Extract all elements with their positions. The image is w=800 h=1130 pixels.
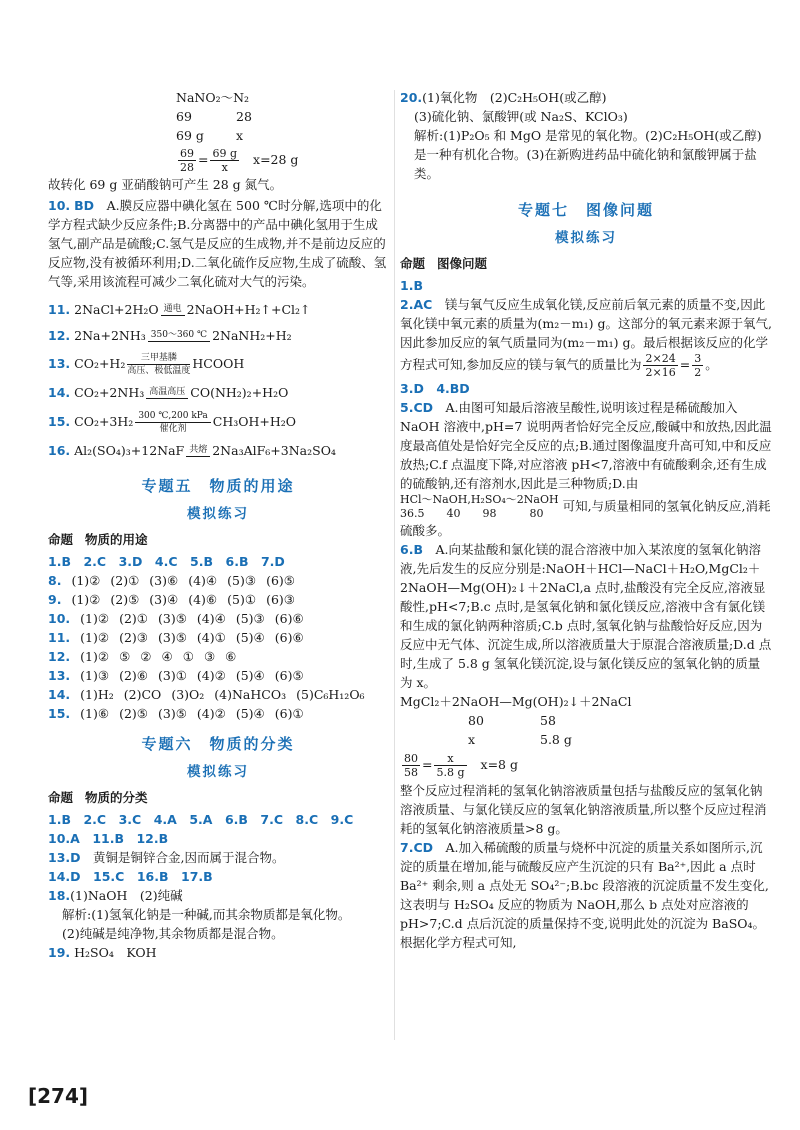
answer-12: 12. 2Na+2NH₃ 350～360 ℃ 2NaNH₂+H₂ [48,328,292,343]
answers-row: 14.D 15.C 16.B 17.B [48,869,213,884]
column-divider [394,90,395,1040]
section-title-6: 专题六 物质的分类 [141,735,295,753]
calc-conclusion: 故转化 69 g 亚硝酸钠可产生 28 g 氮气。 [48,177,283,192]
answers-row-10: 10. (1)② (2)① (3)⑤ (4)④ (5)③ (6)⑥ [48,611,304,626]
topic-5: 命题 物质的用途 [48,532,148,547]
fraction: $\frac{69}{28}$ [180,147,194,174]
answers-row: 1.B [400,278,423,293]
answers-row: 1.B 2.C 3.C 4.A 5.A 6.B 7.C 8.C 9.C [48,812,354,827]
answers-row-9: 9. (1)② (2)⑤ (3)④ (4)⑥ (5)① (6)③ [48,592,295,607]
section-subtitle-6: 模拟练习 [187,764,249,780]
calc-equation: NaNO₂～N₂ [176,90,250,105]
answers-row-14: 14. (1)H₂ (2)CO (3)O₂ (4)NaHCO₃ (5)C₆H₁₂O₆ [48,687,365,702]
answer-18-analysis: 解析:(1)氢氧化钠是一种碱,而其余物质都是氧化物。 [62,907,351,922]
answer-13: 13. CO₂+H₂ 三甲基膦 高压、极低温度 HCOOH [48,353,245,376]
fraction: $\frac{69 g}{x}$ [212,147,238,174]
mass-ratio: HCl～NaOH,H₂SO₄～2NaOH 36.5 40 98 80 [400,493,559,520]
answer-2: 2.AC 镁与氧气反应生成氧化镁,反应前后氧元素的质量不变,因此氧化镁中氧元素的质量为(m₂－m₁) g。这部分的氧元素来源于氧气,因此参加反应的氧气质量同为(m₂－m₁) g。最后根据该反应的化学方程式可知,参加反应的镁与氧气的质量比为 $\frac{2\times 24}{2\times 16}$ = $\frac{3}{2}$ 。 [400,297,772,379]
answers-row: 10.A 11.B 12.B [48,831,169,846]
answers-row: 3.D 4.BD [400,381,470,396]
calc-equation: MgCl₂＋2NaOH—Mg(OH)₂↓＋2NaCl [400,694,632,709]
fraction: $\frac{2\times 24}{2\times 16}$ [645,352,676,379]
answers-row-8: 8. (1)② (2)① (3)⑥ (4)④ (5)③ (6)⑤ [48,573,295,588]
answer-5: 5.CD A.由图可知最后溶液呈酸性,说明该过程是稀硫酸加入 NaOH 溶液中,pH=7 说明两者恰好完全反应,酸碱中和放热,因此温度最高值处是恰好完全反应的点;B.通过图像温度升高可知,中和反应放热;C.f 点温度下降,对应溶液 pH<7,溶液中有硫酸剩余,还有生成的硫酸钠,还有溶剂水,因此是三种物质;D.由 HCl～NaOH,H₂SO₄～2NaOH 36.5 40 98 80 可知,与质量相同的氢氧化钠反应,消耗硫酸多。 [400,400,772,538]
answer-18: 18.(1)NaOH (2)纯碱 [48,888,183,903]
calc-row: x 5.8 g [468,732,572,747]
section-subtitle-7: 模拟练习 [555,230,617,246]
answer-14: 14. CO₂+2NH₃ 高温高压 CO(NH₂)₂+H₂O [48,385,289,400]
left-column [48,88,388,962]
answers-row-13: 13. (1)③ (2)⑥ (3)① (4)② (5)④ (6)⑤ [48,668,304,683]
section-title-5: 专题五 物质的用途 [141,477,295,495]
answer-6-conclusion: 整个反应过程消耗的氢氧化钠溶液质量包括与盐酸反应的氢氧化钠溶液质量、与氯化镁反应的氢氧化钠溶液质量,所以整个反应过程消耗的氢氧化钠溶液质量>8 g。 [400,783,767,836]
answer-13-text: 13.D 黄铜是铜锌合金,因而属于混合物。 [48,850,285,865]
answers-row-12: 12. (1)② ⑤ ② ④ ① ③ ⑥ [48,649,237,664]
nitrite-calculation [48,88,388,175]
reaction-condition: 三甲基膦 高压、极低温度 [127,353,191,376]
fraction: $\frac{x}{5.8 g}$ [436,752,465,779]
answer-11: 11. 2NaCl+2H₂O 通电 2NaOH+H₂↑+Cl₂↑ [48,302,311,317]
answer-20: 20.(1)氧化物 (2)C₂H₅OH(或乙醇) [400,90,607,105]
reaction-condition: 通电 [161,304,185,317]
right-column [400,88,772,952]
calc-row: 69 g x [176,128,244,143]
answer-16: 16. Al₂(SO₄)₃+12NaF 共熔 2Na₃AlF₆+3Na₂SO₄ [48,443,336,458]
answer-7: 7.CD A.加入稀硫酸的质量与烧杯中沉淀的质量关系如图所示,沉淀的质量在增加,能与硫酸反应产生沉淀的只有 Ba²⁺,因此 a 点时 Ba²⁺ 剩余,则 a 点处无 SO₄²⁻;B.bc 段溶液的沉淀质量不发生变化,这表明与 H₂SO₄ 反应的物质为 NaOH,那么 b 点处对应溶液的 pH>7;C.d 点后沉淀的质量保持不变,说明此处的沉淀为 BaSO₄。根据化学方程式可知, [400,840,769,950]
answer-10: 10. BD A.膜反应器中碘化氢在 500 ℃时分解,选项中的化学方程式缺少反应条件;B.分离器中的产品中碘化氢用于生成氢气,副产品是硫酸;C.氢气是反应的生成物,并不是前边反应的反应物,没有被循环利用;D.二氧化硫作反应物,生成了硫酸、氢气等,采用该流程可减少二氧化硫对大气的污染。 [48,198,387,289]
answer-6: 6.B A.向某盐酸和氯化镁的混合溶液中加入某浓度的氢氧化钠溶液,先后发生的反应分别是:NaOH＋HCl—NaCl＋H₂O,MgCl₂＋2NaOH—Mg(OH)₂↓＋2NaCl,a 点时,盐酸没有完全反应,溶液显酸性,pH<7;B.c 点时,是氢氧化钠和氯化镁反应,溶液中含有氯化镁和生成的氯化钠两种溶质;C.b 点时,氢氧化钠与盐酸恰好反应,因为反应中无气体、沉淀生成,所以溶液质量大于原混合溶液质量;D.d 点时,生成了 5.8 g 氢氧化镁沉淀,设与氯化镁反应的氢氧化钠的质量为 x。 [400,542,772,690]
answers-row-15: 15. (1)⑥ (2)⑤ (3)⑤ (4)② (5)④ (6)① [48,706,304,721]
calc-proportion: $\frac{69}{28}$ = $\frac{69 g}{x}$ x=28 g [180,147,299,174]
section-title-7: 专题七 图像问题 [517,201,654,219]
answer-20-line: (3)硫化钠、氯酸钾(或 Na₂S、KClO₃) [414,109,628,124]
page-number: [274] [28,1084,89,1108]
answers-row: 1.B 2.C 3.D 4.C 5.B 6.B 7.D [48,554,285,569]
calc-row: 80 58 [468,713,556,728]
reaction-condition: 高温高压 [146,387,188,400]
topic-7: 命题 图像问题 [400,256,488,271]
topic-6: 命题 物质的分类 [48,790,148,805]
reaction-condition: 350～360 ℃ [148,330,210,343]
answer-20-analysis: 解析:(1)P₂O₅ 和 MgO 是常见的氧化物。(2)C₂H₅OH(或乙醇)是一种有机化合物。(3)在新购进药品中硫化钠和氯酸钾属于盐类。 [414,128,762,181]
reaction-condition: 共熔 [186,445,210,458]
answer-19: 19. H₂SO₄ KOH [48,945,157,960]
fraction: $\frac{80}{58}$ [404,752,418,779]
calc-proportion: $\frac{80}{58}$ = $\frac{x}{5.8 g}$ x=8 g [404,752,518,779]
answers-row-11: 11. (1)② (2)③ (3)⑤ (4)① (5)④ (6)⑥ [48,630,304,645]
section-subtitle-5: 模拟练习 [187,506,249,522]
fraction: $\frac{3}{2}$ [694,352,702,379]
answer-15: 15. CO₂+3H₂ 300 ℃,200 kPa 催化剂 CH₃OH+H₂O [48,411,297,434]
reaction-condition: 300 ℃,200 kPa 催化剂 [135,411,210,434]
calc-row: 69 28 [176,109,252,124]
answer-18-analysis: (2)纯碱是纯净物,其余物质都是混合物。 [62,926,284,941]
